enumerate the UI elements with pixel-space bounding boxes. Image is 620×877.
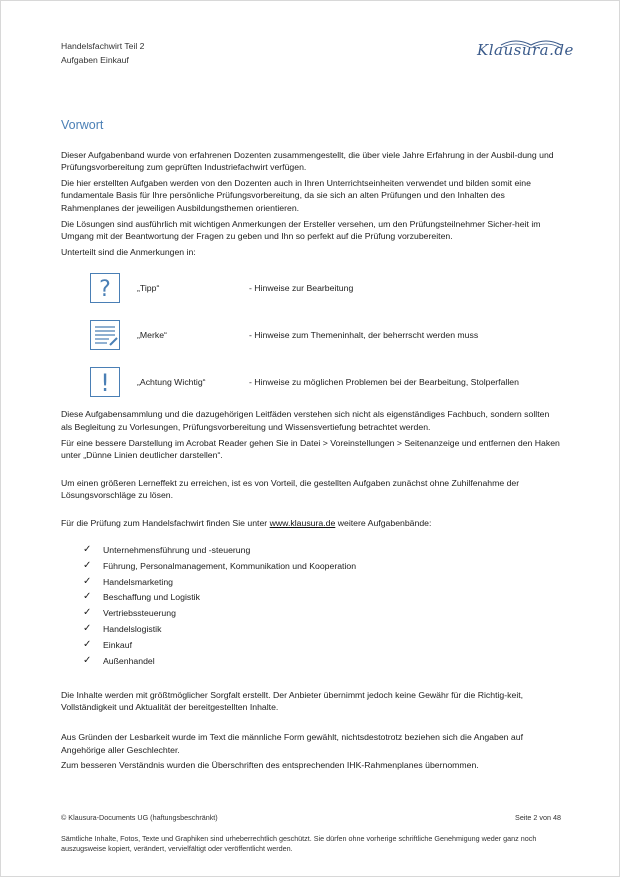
klausura-link[interactable]: www.klausura.de [269,517,336,528]
legend-row-tipp [61,264,561,311]
page-number: Seite 2 von 48 [515,813,561,822]
check-icon: ✓ [83,638,92,650]
legend-label: „Tipp“ [137,282,160,293]
legend-description: - Hinweise zur Bearbeitung [249,282,354,293]
paragraph: Für eine bessere Darstellung im Acrobat Reader gehen Sie in Datei > Voreinstellungen > Seitenanzeige und entfernen den Haken unter „Dünne Linien deutlicher darstellen“. [61,437,560,461]
check-icon: ✓ [83,559,92,571]
paragraph: Zum besseren Verständnis wurden die Überschriften des entsprechenden IHK-Rahmenplanes übernommen. [61,760,479,771]
legend-label: „Merke“ [137,329,167,340]
list-item: ✓ Unternehmensführung und -steuerung [83,544,251,556]
link-outro: weitere Aufgabenbände: [337,517,432,528]
klausura-logo [471,35,581,65]
list-item: ✓ Außenhandel [83,654,155,666]
legend-description: - Hinweise zum Themeninhalt, der beherrscht werden muss [249,329,479,340]
paragraph: Aus Gründen der Lesbarkeit wurde im Text die männliche Form gewählt, nichtsdestotrotz beziehen sich die Angaben auf Angehörige aller Geschlechter. [61,732,523,755]
legend-row-achtung [61,358,561,405]
volume-list [61,543,561,669]
question-icon [90,273,120,303]
svg-text:!: ! [100,368,110,397]
legend-row-merke [61,311,561,358]
list-item: ✓ Handelslogistik [83,623,162,635]
page-header [61,39,144,67]
check-icon: ✓ [83,575,92,587]
paragraph: Dieser Aufgabenband wurde von erfahrenen Dozenten zusammengestellt, die über viele Jahre Erfahrung in der Ausbil-dung und Prüfungsvorbereitung zum geprüften Industriefachwirt verfügen. [61,149,554,173]
legend-description: - Hinweise zu möglichen Problemen bei der Bearbeitung, Stolperfallen [249,376,519,387]
list-item: ✓ Beschaffung und Logistik [83,591,200,603]
header-subtitle: Aufgaben Einkauf [61,55,129,65]
check-icon: ✓ [83,591,92,603]
link-intro: Für die Prüfung zum Handelsfachwirt finden Sie unter [61,517,268,528]
header-title: Handelsfachwirt Teil 2 [61,41,145,51]
paragraph [61,517,561,530]
paragraph: Unterteilt sind die Anmerkungen in: [61,246,196,257]
list-item: ✓ Vertriebssteuerung [83,607,176,619]
list-item: ✓ Handelsmarketing [83,575,174,587]
check-icon: ✓ [83,654,92,666]
paragraph: Die Inhalte werden mit größtmöglicher Sorgfalt erstellt. Der Anbieter übernimmt jedoch keine Gewähr für die Richtig-keit, Vollständigkeit und Aktualität der bereitgestellten Inhalte. [61,689,524,713]
paragraph: Die hier erstellten Aufgaben werden von den Dozenten auch in Ihren Unterrichtseinheiten verwendet und bilden somit eine fundamentale Basis für Ihre persönliche Prüfungsvorbereitung, da sie sich an alten Prüfungen und den Inhalten des Rahmenplanes der jeweiligen Ausbildungsthemen orientieren. [61,177,531,213]
paragraph: Um einen größeren Lerneffekt zu erreichen, ist es von Vorteil, die gestellten Aufgaben zunächst ohne Zuhilfenahme der Lösungsvorschläge zu lösen. [61,477,520,501]
list-item: ✓ Einkauf [83,638,132,650]
list-item: ✓ Führung, Personalmanagement, Kommunikation und Kooperation [83,559,357,571]
annotation-legend [61,264,561,405]
check-icon: ✓ [83,607,92,619]
svg-text:?: ? [99,276,111,302]
page-footer [61,813,561,855]
main-content [61,119,561,775]
paragraph: Diese Aufgabensammlung und die dazugehörigen Leitfäden verstehen sich nicht als eigenständiges Fachbuch, sondern sollten als Begleitung zu Vorlesungen, Prüfungsvorbereitung und Wissensvertiefung betrachtet werden. [61,409,550,432]
paragraph: Die Lösungen sind ausführlich mit wichtigen Anmerkungen der Ersteller versehen, um den Prüfungsteilnehmer Sicher-heit im Umgang mit der Beantwortung der Fragen zu geben und Ihn so perfekt auf die Prüfung vorzubereiten. [61,218,541,242]
page-title: Vorwort [61,118,104,132]
footer-copyright: © Klausura-Documents UG (haftungsbeschränkt) [61,813,218,822]
exclamation-icon [90,367,120,397]
legend-label: „Achtung Wichtig“ [137,376,206,387]
logo-text: Klausura.de [477,41,574,59]
note-icon [90,320,120,350]
check-icon: ✓ [83,623,92,635]
check-icon: ✓ [83,544,92,556]
footer-notice: Sämtliche Inhalte, Fotos, Texte und Graphiken sind urheberrechtlich geschützt. Sie dürfen ohne vorherige schriftliche Genehmigung weder ganz noch auszugsweise kopiert, verändert, vervielfältigt oder veröffentlicht werden. [61,833,537,853]
